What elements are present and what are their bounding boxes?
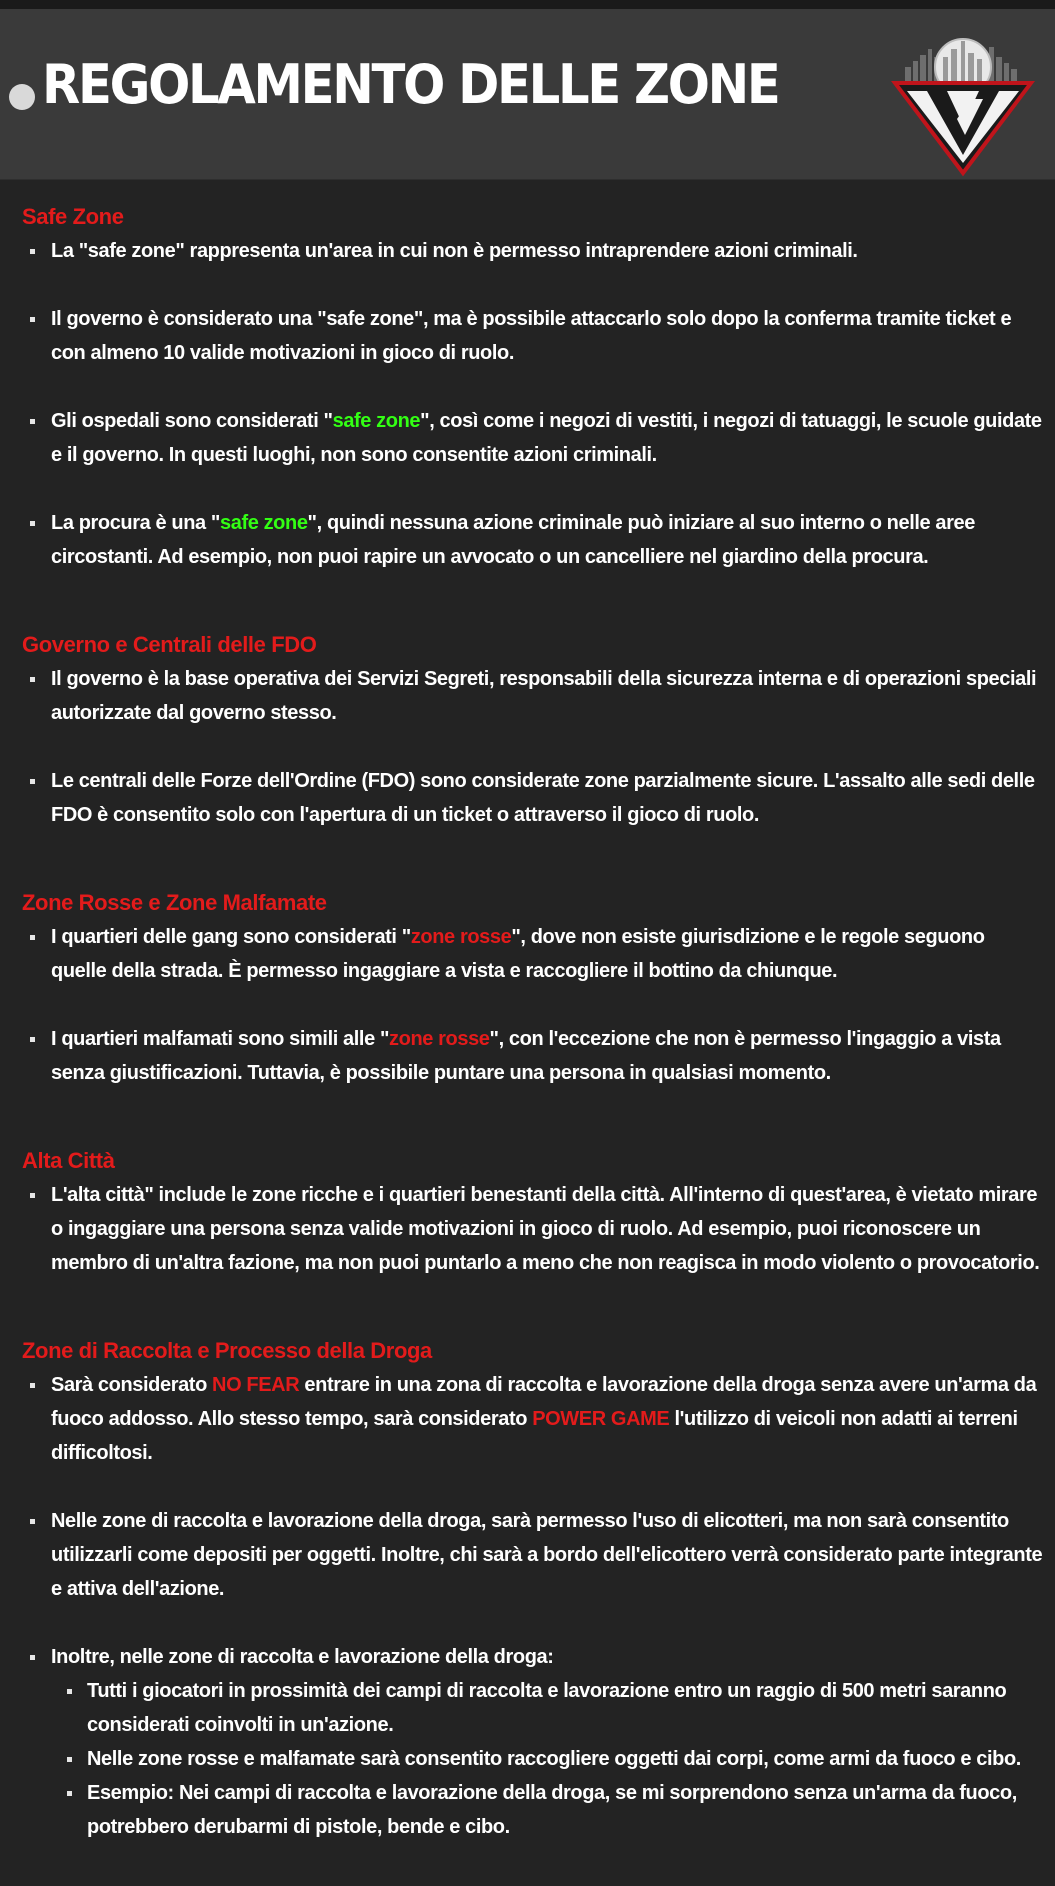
highlight-red: NO FEAR (212, 1374, 300, 1396)
list-item (0, 1178, 1055, 1280)
page-title: REGOLAMENTO DELLE ZONE (42, 53, 779, 116)
section-title: Zone di Raccolta e Processo della Droga (22, 1338, 432, 1363)
vm-city-logo-icon (891, 27, 1035, 177)
rules-list (0, 662, 1055, 832)
list-item (0, 1504, 1055, 1606)
rule-text: ", quindi nessuna azione criminale può iniziare al suo interno o nelle aree circostanti. Ad esempio, non puoi rapire un avvocato o un cancelliere nel giardino della procura. (51, 512, 975, 568)
list-item (0, 234, 1055, 268)
sub-list (51, 1674, 1043, 1844)
list-item (0, 662, 1055, 730)
rules-list (0, 920, 1055, 1090)
section-droga (0, 1338, 1055, 1844)
bullet-dot-icon (9, 84, 35, 110)
rules-content (0, 180, 1055, 1844)
rule-text: I quartieri malfamati sono simili alle " (51, 1028, 390, 1050)
rule-text: La procura è una " (51, 512, 220, 534)
rules-list (0, 1178, 1055, 1280)
rule-text: Nelle zone rosse e malfamate sarà consentito raccogliere oggetti dai corpi, come armi da fuoco e cibo. (87, 1748, 1021, 1770)
rule-text: Sarà considerato (51, 1374, 213, 1396)
page-header (0, 9, 1055, 180)
sub-list-item (51, 1776, 1043, 1844)
list-item (0, 1368, 1055, 1470)
rule-text: l'utilizzo di veicoli non adatti ai terreni difficoltosi. (51, 1408, 1018, 1464)
section-governo (0, 632, 1055, 832)
list-item (0, 764, 1055, 832)
list-item (0, 404, 1055, 472)
rule-text: Nelle zone di raccolta e lavorazione della droga, sarà permesso l'uso di elicotteri, ma non sarà consentito utilizzarli come depositi per oggetti. Inoltre, chi sarà a bordo dell'elicottero verrà considerato parte integrante e attiva dell'azione. (51, 1510, 1043, 1600)
rule-text: L'alta città" include le zone ricche e i quartieri benestanti della città. All'interno di quest'area, è vietato mirare o ingaggiare una persona senza valide motivazioni in gioco di ruolo. Ad esempio, puoi riconoscere un membro di un'altra fazione, ma non puoi puntarlo a meno che non reagisca in modo violento o provocatorio. (51, 1184, 1040, 1274)
highlight-red: zone rosse (389, 1028, 490, 1050)
rules-list (0, 1368, 1055, 1844)
section-alta-citta (0, 1148, 1055, 1280)
rule-text: ", con l'eccezione che non è permesso l'ingaggio a vista senza giustificazioni. Tuttavia, è possibile puntare una persona in qualsiasi momento. (51, 1028, 1001, 1084)
section-zone-rosse (0, 890, 1055, 1090)
list-item (0, 920, 1055, 988)
rule-text: I quartieri delle gang sono considerati " (51, 926, 411, 948)
rule-text: Le centrali delle Forze dell'Ordine (FDO) sono considerate zone parzialmente sicure. L'assalto alle sedi delle FDO è consentito solo con l'apertura di un ticket o attraverso il gioco di ruolo. (51, 770, 1035, 826)
list-item (0, 302, 1055, 370)
section-safe-zone (0, 204, 1055, 574)
section-title: Safe Zone (22, 204, 124, 229)
highlight-green: safe zone (332, 410, 421, 432)
rule-text: ", dove non esiste giurisdizione e le regole seguono quelle della strada. È permesso ingaggiare a vista e raccogliere il bottino da chiunque. (51, 926, 985, 982)
highlight-red: POWER GAME (532, 1408, 670, 1430)
highlight-red: zone rosse (410, 926, 512, 948)
section-title: Zone Rosse e Zone Malfamate (22, 890, 327, 915)
rule-text: Gli ospedali sono considerati " (51, 410, 333, 432)
rule-text: La "safe zone" rappresenta un'area in cui non è permesso intraprendere azioni criminali. (51, 240, 858, 262)
top-strip (0, 0, 1055, 9)
rule-text: Il governo è la base operativa dei Servizi Segreti, responsabili della sicurezza interna e di operazioni speciali autorizzate dal governo stesso. (51, 668, 1037, 724)
rule-text: entrare in una zona di raccolta e lavorazione della droga senza avere un'arma da fuoco addosso. Allo stesso tempo, sarà considerato (51, 1374, 1037, 1430)
rule-text: ", così come i negozi di vestiti, i negozi di tatuaggi, le scuole guidate e il governo. In questi luoghi, non sono consentite azioni criminali. (51, 410, 1042, 466)
section-title: Alta Città (22, 1148, 115, 1173)
list-item (0, 1022, 1055, 1090)
rule-text: Inoltre, nelle zone di raccolta e lavorazione della droga: (51, 1646, 554, 1668)
list-item (0, 506, 1055, 574)
highlight-green: safe zone (220, 512, 308, 534)
sub-list-item (51, 1674, 1043, 1742)
rule-text: Tutti i giocatori in prossimità dei campi di raccolta e lavorazione entro un raggio di 500 metri saranno considerati coinvolti in un'azione. (87, 1680, 1007, 1736)
rule-text: Il governo è considerato una "safe zone", ma è possibile attaccarlo solo dopo la conferma tramite ticket e con almeno 10 valide motivazioni in gioco di ruolo. (51, 308, 1012, 364)
section-title: Governo e Centrali delle FDO (22, 632, 317, 657)
list-item (0, 1640, 1055, 1844)
rule-text: Esempio: Nei campi di raccolta e lavorazione della droga, se mi sorprendono senza un'arma da fuoco, potrebbero derubarmi di pistole, bende e cibo. (87, 1782, 1017, 1838)
sub-list-item (51, 1742, 1043, 1776)
rules-list (0, 234, 1055, 574)
